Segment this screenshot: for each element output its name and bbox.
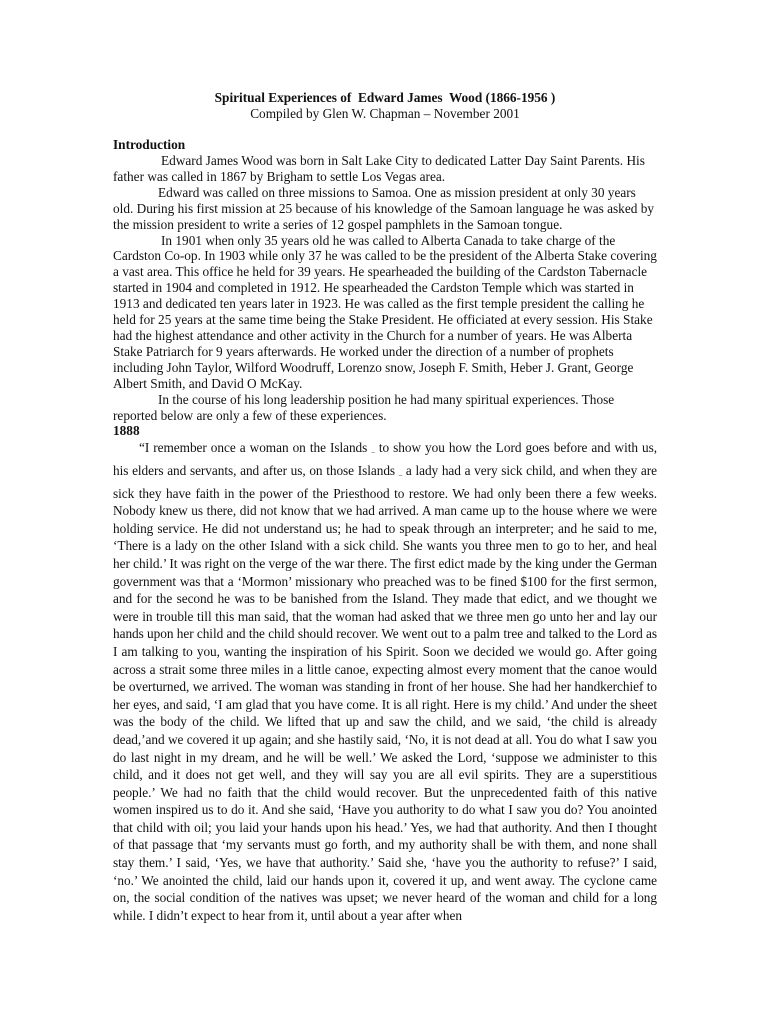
story-paragraph	[113, 439, 657, 924]
document-title: Spiritual Experiences of Edward James Wood (1866-1956 )	[214, 90, 556, 105]
story-small-dash-2: –	[398, 471, 403, 479]
story-text-part-1: “I remember once a woman on the Islands	[139, 440, 372, 456]
story-small-dash-1: –	[371, 448, 375, 457]
story-text-part-2: to show you how the Lord goes before and with us, his elders and servants, and after us, on those Islands	[113, 440, 657, 478]
story-text-part-3: a lady had a very sick child, and when they are sick they have faith in the power of the Priesthood to restore. We had only been there a few weeks. Nobody knew us there, did not know that we had arrived. A man came up to the house where we were holding service. He did not understand us; he had to speak through an interpreter; and he said to me, ‘There is a lady on the other Island with a sick child. She wants you three men to go to her, and heal her child.’ It was right on the verge of the war there. The first edict made by the king under the German government was that a ‘Mormon’ missionary who preached was to be fined $100 for the first sermon, and for the second he was to be banished from the Island. They made that edict, and we thought we were in trouble till this man said, that the woman had asked that we three men go unto her and lay our hands upon her child and the child should recover. We went out to a palm tree and talked to the Lord as I am talking to you, wanting the inspiration of his Spirit. Soon we decided we would go. After going across a strait some three miles in a little canoe, expecting almost every moment that the canoe would be overturned, we arrived. The woman was standing in front of her house. She had her handkerchief to her eyes, and said, ‘I am glad that you have come. It is all right. Here is my child.’ And under the sheet was the body of the child. We lifted that up and saw the child, and we said, ‘the child is already dead,’and we covered it up again; and she hastily said, ‘No, it is not dead at all. You do what I saw you do last night in my dream, and he will be well.’ We asked the Lord, ‘suppose we administer to this child, and it does not get well, and they will say you are all evil spirits. They are a superstitious people.’ We had no faith that the child would recover. But the unprecedented faith of this native women inspired us to do it. And she said, ‘Have you authority to do what I saw you do? You anointed that child with oil; you laid your hands upon his head.’ Yes, we had that authority. And then I thought of that passage that ‘my servants must go forth, and my authority shall be with them, and none shall stay them.’ I said, ‘Yes, we have that authority.’ Said she, ‘have you the authority to refuse?’ I said, ‘no.’ We anointed the child, laid our hands upon it, covered it up, and went away. The cyclone came on, the social condition of the natives was upset; we never heard of the woman and child for a long while. I didn’t expect to hear from it, until about a year after when	[113, 463, 657, 923]
intro-paragraph-2: Edward was called on three missions to Samoa. One as mission president at only 30 years old. During his first mission at 25 because of his knowledge of the Samoan language he was asked by the mission president to write a series of 12 gospel pamphlets in the Samoan tongue.	[113, 184, 654, 232]
section-heading-year: 1888	[113, 423, 140, 439]
document-subtitle: Compiled by Glen W. Chapman – November 2001	[250, 106, 520, 121]
intro-paragraph-4: In the course of his long leadership position he had many spiritual experiences. Those reported below are only a few of these experiences.	[113, 391, 615, 423]
intro-paragraph-3: In 1901 when only 35 years old he was called to Alberta Canada to take charge of the Cardston Co-op. In 1903 while only 37 he was called to be the president of the Alberta Stake covering a vast area. This office he held for 39 years. He spearheaded the building of the Cardston Tabernacle started in 1904 and completed in 1912. He spearheaded the Cardston Temple which was started in 1913 and dedicated ten years later in 1923. He was called as the first temple president the calling he held for 25 years at the same time being the Stake President. He officiated at every session. His Stake had the highest attendance and other activity in the Church for a number of years. He was Alberta Stake Patriarch for 9 years afterwards. He worked under the direction of a number of prophets including John Taylor, Wilford Woodruff, Lorenzo snow, Joseph F. Smith, Heber J. Grant, George Albert Smith, and David O McKay.	[113, 232, 657, 391]
section-heading-introduction: Introduction	[113, 137, 186, 152]
intro-paragraph-1: Edward James Wood was born in Salt Lake City to dedicated Latter Day Saint Parents. His father was called in 1867 by Brigham to settle Los Vegas area.	[113, 153, 645, 184]
